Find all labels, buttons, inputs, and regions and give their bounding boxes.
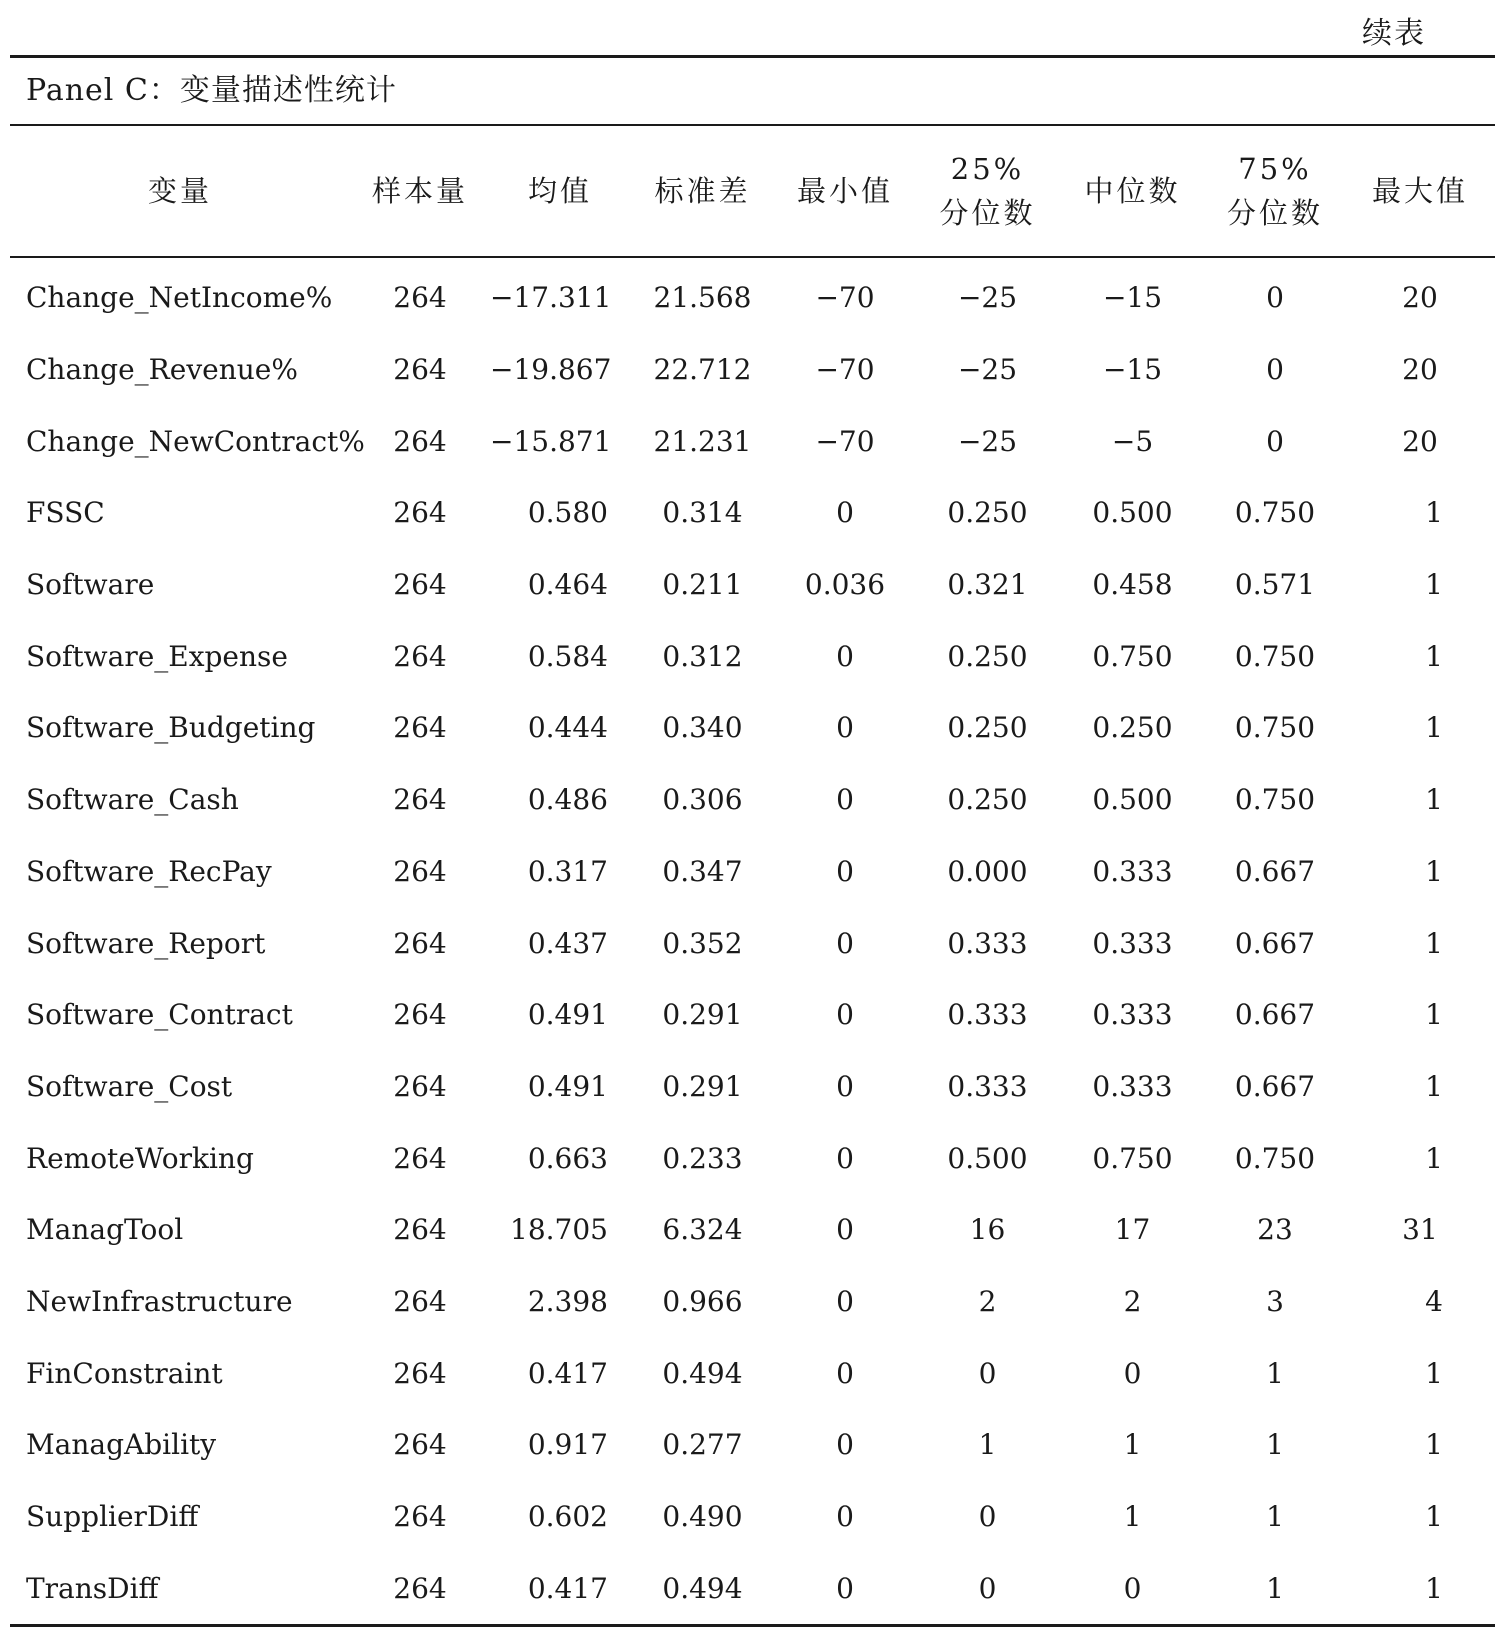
cell-sample-size: 264 bbox=[393, 1356, 447, 1390]
cell-sample-size: 264 bbox=[393, 1571, 447, 1605]
cell-median: 1 bbox=[1123, 1428, 1142, 1462]
cell-median: 0 bbox=[1123, 1571, 1142, 1605]
cell-sample-size: 264 bbox=[393, 424, 447, 458]
header-line: 最小值 bbox=[796, 174, 893, 208]
header-median bbox=[1060, 126, 1205, 257]
table-row bbox=[10, 692, 1495, 764]
cell-p75: 23 bbox=[1257, 1213, 1293, 1247]
table-row bbox=[10, 620, 1495, 692]
cell-max: 1 bbox=[1425, 568, 1443, 602]
cell-sample-size: 264 bbox=[393, 1141, 447, 1175]
header-line: 中位数 bbox=[1084, 174, 1181, 208]
cell-mean: 0.417 bbox=[527, 1571, 608, 1605]
cell-sample-size: 264 bbox=[393, 1428, 447, 1462]
cell-min: 0 bbox=[836, 639, 854, 673]
table-body bbox=[10, 257, 1495, 1624]
cell-sample-size: 264 bbox=[393, 1213, 447, 1247]
cell-min: −70 bbox=[815, 353, 875, 387]
table-row bbox=[10, 1194, 1495, 1266]
cell-p75: 0.667 bbox=[1234, 854, 1316, 888]
table-row bbox=[10, 1051, 1495, 1123]
header-line: 分位数 bbox=[1226, 196, 1323, 230]
cell-p25: 0.250 bbox=[947, 783, 1028, 817]
cell-min: 0 bbox=[836, 783, 854, 817]
cell-sample-size: 264 bbox=[393, 1069, 447, 1103]
cell-variable: SupplierDiff bbox=[26, 1500, 199, 1534]
cell-max: 20 bbox=[1402, 353, 1438, 387]
cell-variable: ManagTool bbox=[26, 1213, 184, 1247]
cell-mean: 18.705 bbox=[510, 1213, 608, 1247]
cell-std-dev: 0.306 bbox=[662, 783, 743, 817]
table-row bbox=[10, 1552, 1495, 1624]
cell-min: −70 bbox=[815, 424, 875, 458]
cell-p75: 0.571 bbox=[1234, 568, 1316, 602]
cell-mean: 0.917 bbox=[527, 1428, 608, 1462]
table-row bbox=[10, 477, 1495, 549]
cell-max: 4 bbox=[1425, 1284, 1443, 1318]
header-p75 bbox=[1205, 126, 1345, 257]
cell-p75: 0.750 bbox=[1234, 639, 1316, 673]
cell-mean: 0.663 bbox=[527, 1141, 608, 1175]
cell-mean: 0.584 bbox=[527, 639, 608, 673]
cell-min: −70 bbox=[815, 281, 875, 315]
cell-sample-size: 264 bbox=[393, 568, 447, 602]
cell-p25: 0.333 bbox=[947, 926, 1028, 960]
cell-variable: FinConstraint bbox=[26, 1356, 223, 1390]
cell-sample-size: 264 bbox=[393, 1284, 447, 1318]
cell-min: 0 bbox=[836, 1356, 854, 1390]
cell-p25: 0 bbox=[978, 1500, 997, 1534]
cell-mean: −15.871 bbox=[490, 424, 612, 458]
cell-min: 0 bbox=[836, 1213, 854, 1247]
cell-median: 17 bbox=[1114, 1213, 1151, 1247]
table-row bbox=[10, 334, 1495, 406]
cell-std-dev: 0.490 bbox=[662, 1500, 743, 1534]
cell-std-dev: 0.966 bbox=[662, 1284, 743, 1318]
cell-max: 20 bbox=[1402, 281, 1438, 315]
header-row bbox=[10, 126, 1495, 257]
cell-median: 0.750 bbox=[1092, 1141, 1173, 1175]
cell-p25: 1 bbox=[978, 1428, 997, 1462]
cell-mean: 0.464 bbox=[527, 568, 608, 602]
cell-variable: Change_NewContract% bbox=[26, 424, 365, 458]
cell-p25: 2 bbox=[978, 1284, 997, 1318]
cell-max: 31 bbox=[1402, 1213, 1438, 1247]
cell-std-dev: 0.277 bbox=[662, 1428, 743, 1462]
cell-max: 1 bbox=[1425, 496, 1443, 530]
cell-min: 0 bbox=[836, 1141, 854, 1175]
cell-max: 1 bbox=[1425, 1571, 1443, 1605]
cell-sample-size: 264 bbox=[393, 639, 447, 673]
header-mean bbox=[490, 126, 630, 257]
cell-sample-size: 264 bbox=[393, 854, 447, 888]
cell-p75: 1 bbox=[1266, 1571, 1284, 1605]
stats-table bbox=[10, 126, 1495, 1624]
table-row bbox=[10, 979, 1495, 1051]
cell-variable: Software_Cost bbox=[26, 1069, 233, 1103]
cell-p75: 1 bbox=[1266, 1356, 1284, 1390]
cell-median: −5 bbox=[1111, 424, 1154, 458]
cell-p25: 0 bbox=[978, 1571, 997, 1605]
cell-p25: 0.500 bbox=[947, 1141, 1028, 1175]
continued-label: 续表 bbox=[1362, 16, 1426, 51]
cell-p75: 0 bbox=[1266, 281, 1284, 315]
cell-min: 0 bbox=[836, 1428, 854, 1462]
cell-variable: Software_Budgeting bbox=[26, 711, 316, 745]
header-variable bbox=[10, 126, 350, 257]
cell-variable: Software bbox=[26, 568, 155, 602]
cell-mean: 0.602 bbox=[527, 1500, 608, 1534]
table-row bbox=[10, 1409, 1495, 1481]
cell-max: 1 bbox=[1425, 1356, 1443, 1390]
cell-variable: Software_Report bbox=[26, 926, 266, 960]
table-row bbox=[10, 836, 1495, 908]
cell-min: 0 bbox=[836, 1069, 854, 1103]
header-line: 25% bbox=[950, 152, 1025, 186]
cell-max: 1 bbox=[1425, 1500, 1443, 1534]
cell-sample-size: 264 bbox=[393, 711, 447, 745]
cell-median: −15 bbox=[1102, 353, 1163, 387]
cell-min: 0.036 bbox=[804, 568, 886, 602]
cell-min: 0 bbox=[836, 926, 854, 960]
cell-mean: 0.317 bbox=[527, 854, 608, 888]
cell-max: 1 bbox=[1425, 854, 1443, 888]
cell-mean: 0.437 bbox=[527, 926, 608, 960]
cell-sample-size: 264 bbox=[393, 496, 447, 530]
cell-median: 0.333 bbox=[1092, 926, 1173, 960]
cell-p75: 0 bbox=[1266, 424, 1284, 458]
header-line: 分位数 bbox=[939, 196, 1036, 230]
cell-p75: 1 bbox=[1266, 1500, 1284, 1534]
cell-sample-size: 264 bbox=[393, 1500, 447, 1534]
cell-mean: 0.580 bbox=[527, 496, 608, 530]
cell-p75: 0.667 bbox=[1234, 926, 1316, 960]
cell-max: 1 bbox=[1425, 1428, 1443, 1462]
panel-title: Panel C：变量描述性统计 bbox=[26, 73, 397, 108]
cell-variable: TransDiff bbox=[26, 1571, 159, 1605]
table-row bbox=[10, 1337, 1495, 1409]
cell-std-dev: 0.211 bbox=[662, 568, 743, 602]
cell-median: 0.333 bbox=[1092, 998, 1173, 1032]
cell-median: 0.458 bbox=[1092, 568, 1173, 602]
cell-std-dev: 21.231 bbox=[653, 424, 752, 458]
cell-max: 1 bbox=[1425, 1069, 1443, 1103]
table-row bbox=[10, 764, 1495, 836]
cell-p25: 16 bbox=[969, 1213, 1006, 1247]
cell-min: 0 bbox=[836, 1284, 854, 1318]
cell-mean: 0.444 bbox=[527, 711, 608, 745]
cell-p25: −25 bbox=[957, 424, 1018, 458]
cell-variable: Software_Expense bbox=[26, 639, 288, 673]
cell-p25: 0.333 bbox=[947, 1069, 1028, 1103]
cell-std-dev: 0.347 bbox=[662, 854, 743, 888]
cell-variable: NewInfrastructure bbox=[26, 1284, 293, 1318]
cell-max: 20 bbox=[1402, 424, 1438, 458]
cell-std-dev: 0.352 bbox=[662, 926, 743, 960]
cell-median: −15 bbox=[1102, 281, 1163, 315]
cell-std-dev: 0.314 bbox=[662, 496, 743, 530]
cell-max: 1 bbox=[1425, 711, 1443, 745]
cell-max: 1 bbox=[1425, 639, 1443, 673]
cell-max: 1 bbox=[1425, 926, 1443, 960]
cell-sample-size: 264 bbox=[393, 783, 447, 817]
cell-min: 0 bbox=[836, 1571, 854, 1605]
cell-p25: −25 bbox=[957, 353, 1018, 387]
cell-p75: 1 bbox=[1266, 1428, 1284, 1462]
table-row bbox=[10, 257, 1495, 334]
cell-sample-size: 264 bbox=[393, 998, 447, 1032]
cell-variable: Change_NetIncome% bbox=[26, 281, 333, 315]
cell-sample-size: 264 bbox=[393, 281, 447, 315]
cell-median: 0 bbox=[1123, 1356, 1142, 1390]
header-line: 最大值 bbox=[1371, 174, 1468, 208]
table-row bbox=[10, 1481, 1495, 1553]
header-line: 样本量 bbox=[371, 174, 468, 208]
cell-variable: Software_RecPay bbox=[26, 854, 272, 888]
cell-p25: 0.321 bbox=[947, 568, 1028, 602]
cell-mean: 2.398 bbox=[527, 1284, 608, 1318]
cell-mean: 0.417 bbox=[527, 1356, 608, 1390]
cell-p75: 3 bbox=[1266, 1284, 1284, 1318]
cell-median: 0.333 bbox=[1092, 854, 1173, 888]
header-line: 标准差 bbox=[654, 174, 751, 208]
table-row bbox=[10, 1266, 1495, 1338]
cell-p75: 0.750 bbox=[1234, 711, 1316, 745]
cell-variable: Change_Revenue% bbox=[26, 353, 298, 387]
cell-std-dev: 21.568 bbox=[653, 281, 752, 315]
cell-mean: 0.491 bbox=[527, 1069, 608, 1103]
cell-std-dev: 22.712 bbox=[653, 353, 752, 387]
cell-std-dev: 0.312 bbox=[662, 639, 743, 673]
cell-max: 1 bbox=[1425, 998, 1443, 1032]
cell-std-dev: 0.340 bbox=[662, 711, 743, 745]
header-line: 变量 bbox=[147, 174, 212, 208]
cell-median: 0.333 bbox=[1092, 1069, 1173, 1103]
cell-std-dev: 0.494 bbox=[662, 1356, 743, 1390]
cell-mean: 0.491 bbox=[527, 998, 608, 1032]
cell-p25: 0.333 bbox=[947, 998, 1028, 1032]
cell-p75: 0 bbox=[1266, 353, 1284, 387]
cell-variable: FSSC bbox=[26, 496, 105, 530]
header-sample-size bbox=[350, 126, 490, 257]
cell-variable: ManagAbility bbox=[26, 1428, 217, 1462]
cell-p75: 0.667 bbox=[1234, 998, 1316, 1032]
table-row bbox=[10, 405, 1495, 477]
cell-p75: 0.667 bbox=[1234, 1069, 1316, 1103]
cell-std-dev: 6.324 bbox=[662, 1213, 743, 1247]
cell-p75: 0.750 bbox=[1234, 496, 1316, 530]
table-row bbox=[10, 907, 1495, 979]
cell-p25: −25 bbox=[957, 281, 1018, 315]
cell-std-dev: 0.291 bbox=[662, 998, 743, 1032]
cell-max: 1 bbox=[1425, 1141, 1443, 1175]
cell-variable: RemoteWorking bbox=[26, 1141, 254, 1175]
cell-sample-size: 264 bbox=[393, 353, 447, 387]
cell-min: 0 bbox=[836, 711, 854, 745]
cell-p25: 0.000 bbox=[947, 854, 1028, 888]
header-line: 75% bbox=[1238, 152, 1312, 186]
header-min bbox=[775, 126, 915, 257]
cell-mean: −19.867 bbox=[490, 353, 612, 387]
cell-mean: −17.311 bbox=[490, 281, 612, 315]
cell-p75: 0.750 bbox=[1234, 1141, 1316, 1175]
header-line: 均值 bbox=[527, 174, 592, 208]
cell-median: 0.500 bbox=[1092, 783, 1173, 817]
cell-std-dev: 0.291 bbox=[662, 1069, 743, 1103]
cell-p75: 0.750 bbox=[1234, 783, 1316, 817]
cell-variable: Software_Cash bbox=[26, 783, 239, 817]
header-std-dev bbox=[630, 126, 775, 257]
cell-std-dev: 0.233 bbox=[662, 1141, 743, 1175]
descriptive-statistics-table bbox=[10, 55, 1495, 1627]
table-row bbox=[10, 1122, 1495, 1194]
header-max bbox=[1345, 126, 1495, 257]
cell-min: 0 bbox=[836, 1500, 854, 1534]
cell-sample-size: 264 bbox=[393, 926, 447, 960]
cell-median: 0.250 bbox=[1092, 711, 1173, 745]
cell-median: 2 bbox=[1123, 1284, 1142, 1318]
cell-mean: 0.486 bbox=[527, 783, 608, 817]
cell-std-dev: 0.494 bbox=[662, 1571, 743, 1605]
cell-p25: 0.250 bbox=[947, 639, 1028, 673]
cell-min: 0 bbox=[836, 496, 854, 530]
header-p25 bbox=[915, 126, 1060, 257]
cell-p25: 0.250 bbox=[947, 711, 1028, 745]
cell-min: 0 bbox=[836, 998, 854, 1032]
cell-median: 1 bbox=[1123, 1500, 1142, 1534]
cell-p25: 0 bbox=[978, 1356, 997, 1390]
cell-p25: 0.250 bbox=[947, 496, 1028, 530]
cell-variable: Software_Contract bbox=[26, 998, 293, 1032]
cell-max: 1 bbox=[1425, 783, 1443, 817]
cell-min: 0 bbox=[836, 854, 854, 888]
cell-median: 0.750 bbox=[1092, 639, 1173, 673]
table-row bbox=[10, 549, 1495, 621]
cell-median: 0.500 bbox=[1092, 496, 1173, 530]
